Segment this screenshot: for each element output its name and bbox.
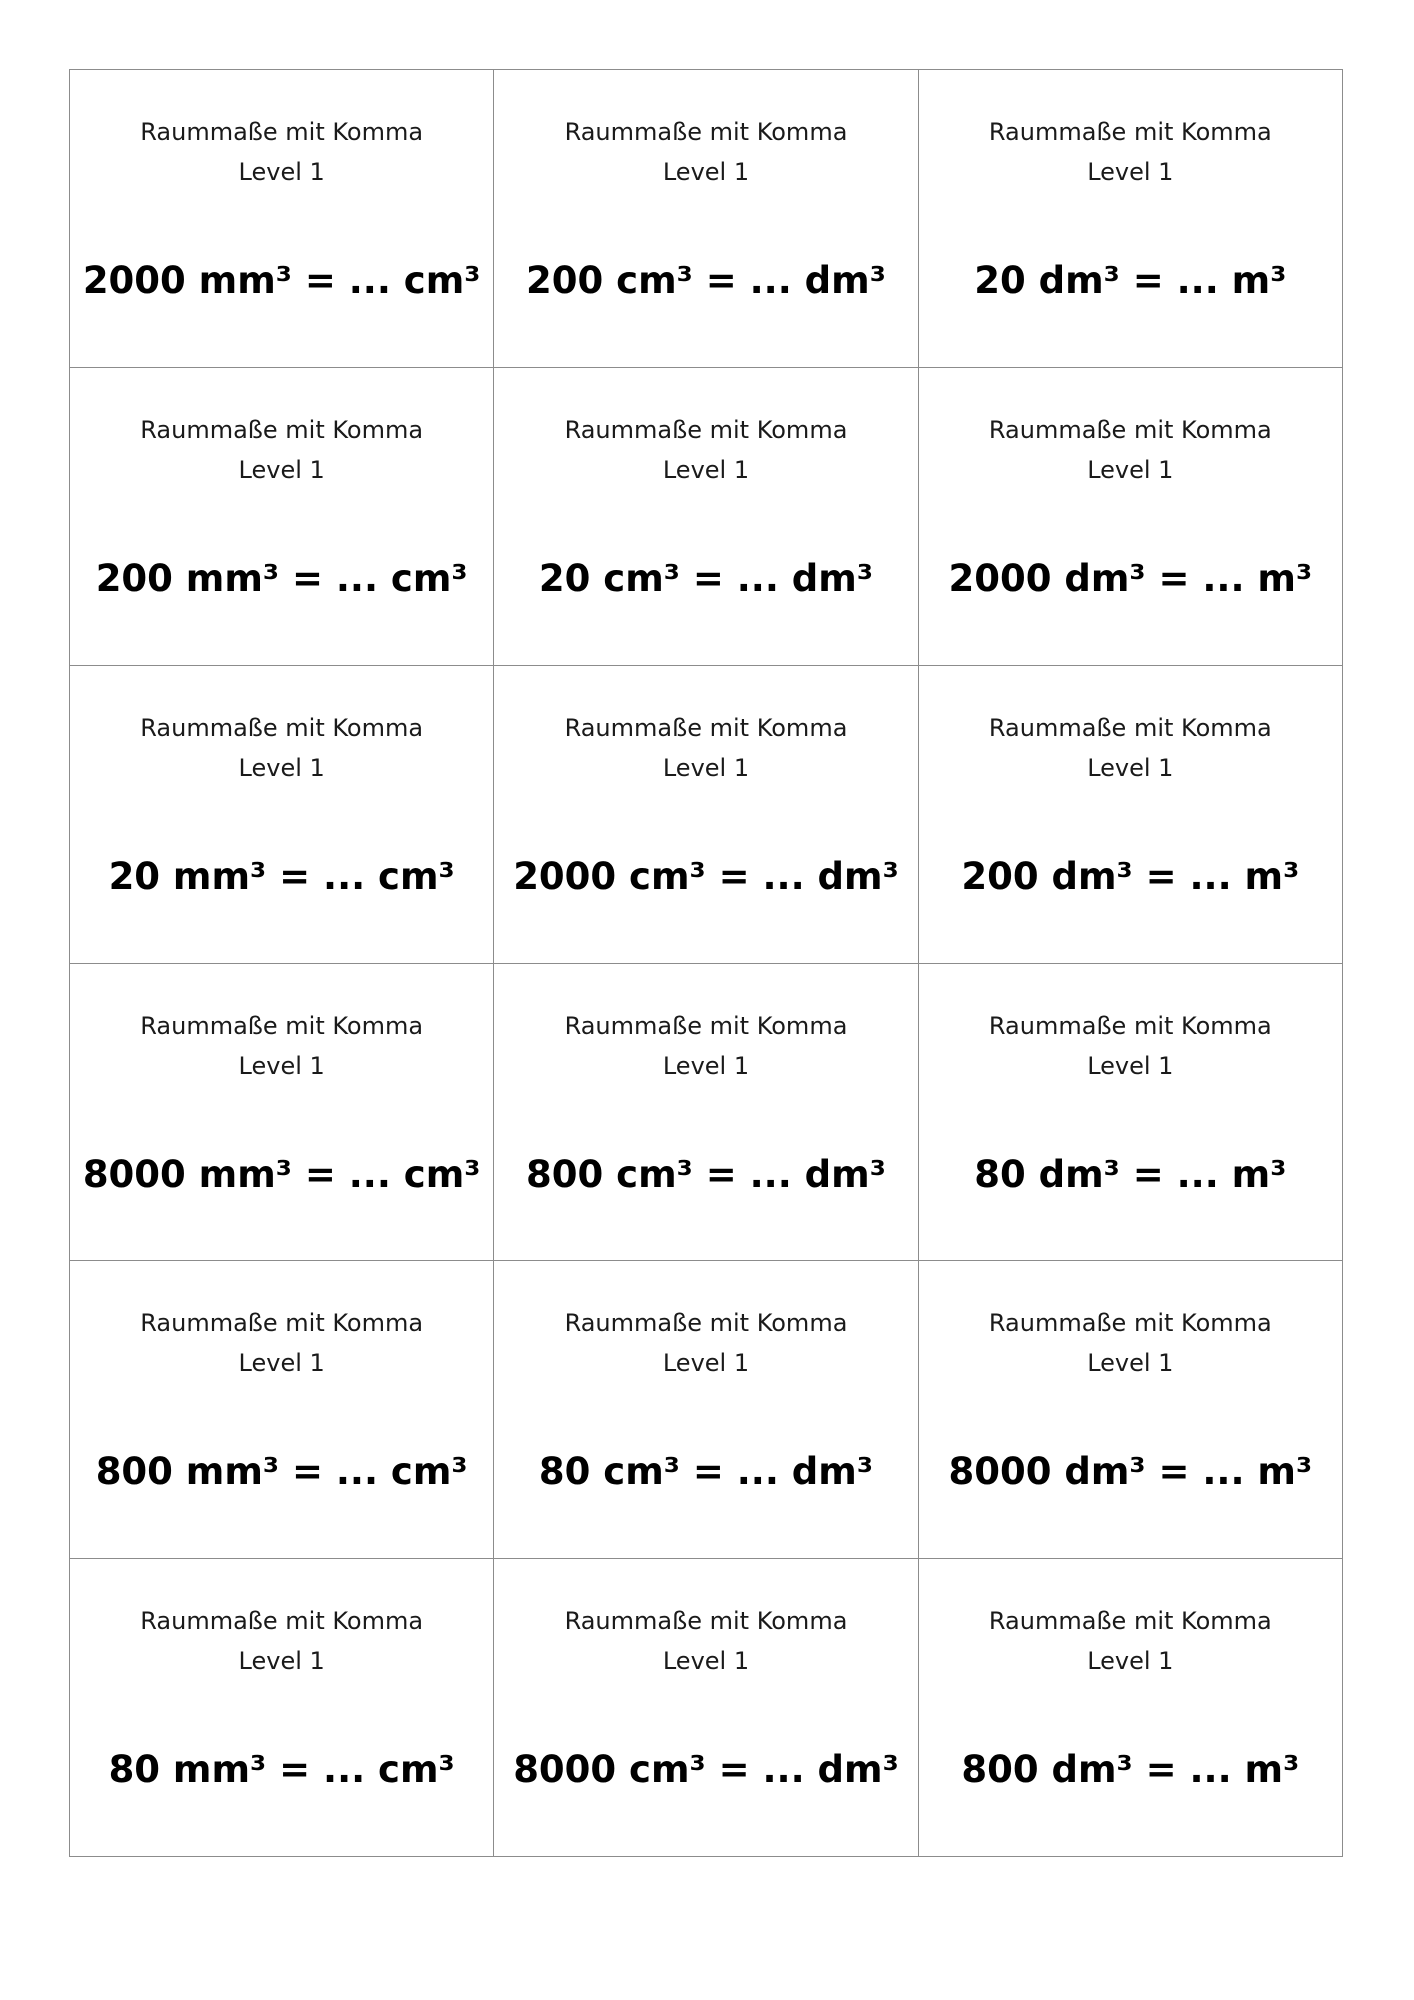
card-problem: 200 dm³ = ... m³ <box>961 854 1300 898</box>
card-level: Level 1 <box>1087 1051 1174 1080</box>
card-level: Level 1 <box>662 753 750 782</box>
card-level: Level 1 <box>1087 158 1174 186</box>
card-title: Raummaße mit Komma <box>988 1607 1272 1636</box>
task-card <box>70 964 494 1262</box>
card-problem: 800 mm³ = ... cm³ <box>95 1450 468 1494</box>
card-title: Raummaße mit Komma <box>140 1011 424 1040</box>
task-card <box>919 964 1343 1262</box>
card-level: Level 1 <box>662 1051 750 1080</box>
card-problem: 20 cm³ = ... dm³ <box>538 556 874 600</box>
card-level: Level 1 <box>238 753 325 782</box>
card-problem: 8000 dm³ = ... m³ <box>948 1450 1313 1494</box>
card-problem: 8000 cm³ = ... dm³ <box>513 1748 899 1792</box>
card-level: Level 1 <box>238 1349 325 1378</box>
task-card <box>919 368 1343 666</box>
card-problem: 2000 cm³ = ... dm³ <box>513 854 899 898</box>
card-title: Raummaße mit Komma <box>988 713 1272 742</box>
card-problem: 800 dm³ = ... m³ <box>961 1748 1300 1792</box>
task-card <box>70 1261 494 1559</box>
card-level: Level 1 <box>238 1051 325 1080</box>
task-card <box>70 368 494 666</box>
card-title: Raummaße mit Komma <box>988 1309 1272 1338</box>
card-level: Level 1 <box>662 455 750 484</box>
card-title: Raummaße mit Komma <box>140 713 424 742</box>
card-level: Level 1 <box>662 158 750 186</box>
card-problem: 80 mm³ = ... cm³ <box>108 1748 455 1792</box>
card-problem: 200 cm³ = ... dm³ <box>526 259 886 302</box>
card-title: Raummaße mit Komma <box>988 1011 1272 1040</box>
card-level: Level 1 <box>238 455 325 484</box>
card-problem: 20 mm³ = ... cm³ <box>108 854 455 898</box>
card-title: Raummaße mit Komma <box>140 1309 424 1338</box>
card-problem: 2000 mm³ = ... cm³ <box>82 259 481 302</box>
card-title: Raummaße mit Komma <box>140 118 424 146</box>
task-card <box>494 368 918 666</box>
card-level: Level 1 <box>238 1647 325 1676</box>
card-title: Raummaße mit Komma <box>140 1607 424 1636</box>
card-level: Level 1 <box>1087 1349 1174 1378</box>
task-card <box>494 666 918 964</box>
card-level: Level 1 <box>662 1349 750 1378</box>
task-card <box>494 1261 918 1559</box>
card-title: Raummaße mit Komma <box>140 415 424 444</box>
card-problem: 200 mm³ = ... cm³ <box>95 556 468 600</box>
card-title: Raummaße mit Komma <box>564 1011 848 1040</box>
task-card <box>919 666 1343 964</box>
card-level: Level 1 <box>1087 1647 1174 1676</box>
card-problem: 80 cm³ = ... dm³ <box>538 1450 874 1494</box>
task-card <box>919 1261 1343 1559</box>
task-card <box>919 70 1343 368</box>
card-grid <box>69 69 1343 1857</box>
card-level: Level 1 <box>1087 455 1174 484</box>
card-level: Level 1 <box>238 158 325 186</box>
card-problem: 8000 mm³ = ... cm³ <box>82 1152 481 1196</box>
task-card <box>494 70 918 368</box>
card-title: Raummaße mit Komma <box>564 415 848 444</box>
card-problem: 20 dm³ = ... m³ <box>974 259 1287 302</box>
card-title: Raummaße mit Komma <box>988 118 1272 146</box>
card-problem: 80 dm³ = ... m³ <box>974 1152 1287 1196</box>
card-title: Raummaße mit Komma <box>564 118 848 146</box>
card-title: Raummaße mit Komma <box>988 415 1272 444</box>
task-card <box>70 1559 494 1857</box>
card-title: Raummaße mit Komma <box>564 1309 848 1338</box>
card-problem: 2000 dm³ = ... m³ <box>948 556 1313 600</box>
task-card <box>70 70 494 368</box>
task-card <box>494 964 918 1262</box>
task-card <box>919 1559 1343 1857</box>
card-level: Level 1 <box>662 1647 750 1676</box>
task-card <box>494 1559 918 1857</box>
card-title: Raummaße mit Komma <box>564 713 848 742</box>
card-level: Level 1 <box>1087 753 1174 782</box>
card-title: Raummaße mit Komma <box>564 1607 848 1636</box>
task-card <box>70 666 494 964</box>
card-problem: 800 cm³ = ... dm³ <box>526 1152 886 1196</box>
